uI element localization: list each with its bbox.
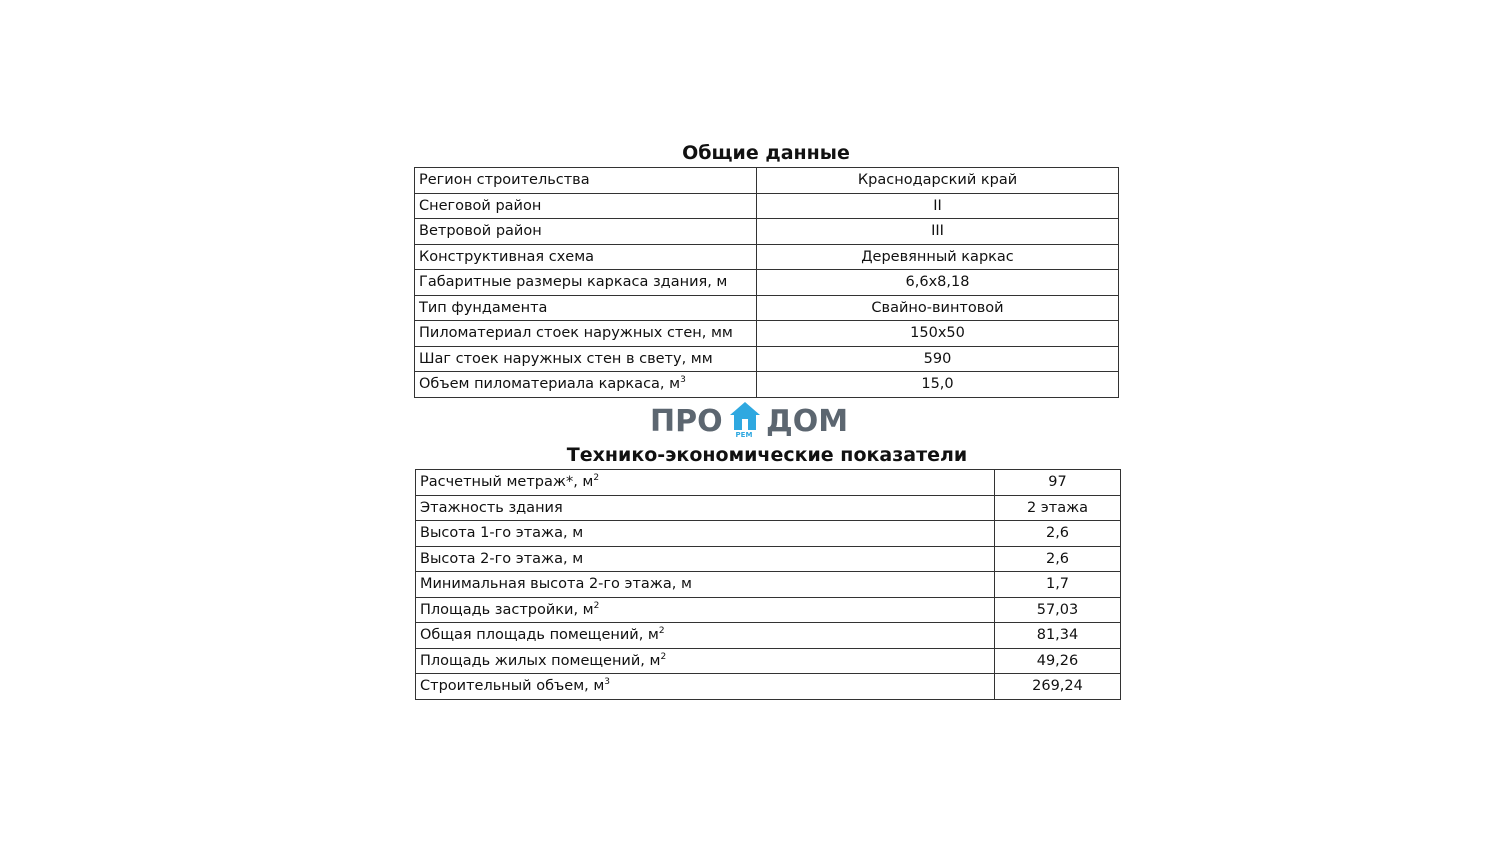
row-label <box>416 521 995 547</box>
row-value: 590 <box>757 346 1119 372</box>
row-label <box>415 346 757 372</box>
unit-exponent: 2 <box>660 651 667 662</box>
row-label-text: Габаритные размеры каркаса здания, м <box>419 274 728 291</box>
row-value: 2,6 <box>995 546 1121 572</box>
row-label-text: Минимальная высота 2-го этажа, м <box>420 576 692 593</box>
table-row <box>416 470 1121 496</box>
row-value: 2 этажа <box>995 495 1121 521</box>
row-label-text: Тип фундамента <box>419 299 548 316</box>
row-value: 49,26 <box>995 648 1121 674</box>
row-label <box>416 470 995 496</box>
table-row <box>415 168 1119 194</box>
row-value: II <box>757 193 1119 219</box>
unit-exponent: 3 <box>680 375 686 386</box>
row-label <box>415 321 757 347</box>
row-label <box>415 244 757 270</box>
row-label-text: Шаг стоек наружных стен в свету, мм <box>419 350 713 367</box>
row-label <box>416 674 995 700</box>
row-value: 6,6x8,18 <box>757 270 1119 296</box>
row-label-text: Конструктивная схема <box>419 248 595 265</box>
table-row <box>415 244 1119 270</box>
row-label-text: Площадь застройки, м <box>420 601 594 618</box>
logo-small-text: РЕМ <box>735 431 753 439</box>
table-row <box>416 572 1121 598</box>
logo-word-pro: ПРО <box>650 404 723 439</box>
row-label-text: Высота 1-го этажа, м <box>420 525 584 542</box>
row-value: 81,34 <box>995 623 1121 649</box>
row-label-text: Расчетный метраж*, м <box>420 474 594 491</box>
row-label-text: Ветровой район <box>419 223 542 240</box>
table-row <box>416 674 1121 700</box>
logo-word-dom: ДОМ <box>766 404 849 439</box>
row-label <box>416 572 995 598</box>
row-value: Краснодарский край <box>757 168 1119 194</box>
row-label <box>415 270 757 296</box>
row-value: 150x50 <box>757 321 1119 347</box>
table-row <box>415 295 1119 321</box>
table-row <box>415 219 1119 245</box>
row-label-text: Регион строительства <box>419 172 590 189</box>
row-label <box>415 193 757 219</box>
row-value: 15,0 <box>757 372 1119 398</box>
row-label <box>415 219 757 245</box>
table-row <box>415 193 1119 219</box>
table-row <box>416 495 1121 521</box>
unit-exponent: 2 <box>593 600 600 611</box>
general-data-table <box>414 167 1119 398</box>
unit-exponent: 3 <box>604 677 611 688</box>
table-row <box>416 521 1121 547</box>
row-value: 1,7 <box>995 572 1121 598</box>
table-row <box>416 546 1121 572</box>
row-label-text: Площадь жилых помещений, м <box>420 652 661 669</box>
table-row <box>416 648 1121 674</box>
row-label <box>415 372 757 398</box>
tech-indicators-title: Технико-экономические показатели <box>566 444 968 466</box>
table-row <box>416 623 1121 649</box>
row-label-text: Объем пиломатериала каркаса, м <box>419 376 681 393</box>
row-label-text: Пиломатериал стоек наружных стен, мм <box>419 325 733 342</box>
row-value: 2,6 <box>995 521 1121 547</box>
row-label <box>416 495 995 521</box>
row-value: 269,24 <box>995 674 1121 700</box>
tech-indicators-table <box>415 469 1121 700</box>
row-label <box>416 623 995 649</box>
prodom-logo <box>648 400 850 444</box>
unit-exponent: 2 <box>593 473 600 484</box>
table-row <box>415 346 1119 372</box>
unit-exponent: 2 <box>658 626 665 637</box>
row-label <box>415 295 757 321</box>
row-value: Свайно-винтовой <box>757 295 1119 321</box>
row-label <box>416 597 995 623</box>
row-value: III <box>757 219 1119 245</box>
general-data-title: Общие данные <box>682 142 850 164</box>
row-label <box>416 546 995 572</box>
row-label-text: Строительный объем, м <box>420 678 605 695</box>
table-row <box>415 372 1119 398</box>
table-row <box>415 270 1119 296</box>
row-value: Деревянный каркас <box>757 244 1119 270</box>
row-label <box>416 648 995 674</box>
row-label-text: Снеговой район <box>419 197 542 214</box>
row-value: 97 <box>995 470 1121 496</box>
row-value: 57,03 <box>995 597 1121 623</box>
row-label-text: Этажность здания <box>420 499 563 516</box>
row-label-text: Общая площадь помещений, м <box>420 627 659 644</box>
row-label <box>415 168 757 194</box>
table-row <box>416 597 1121 623</box>
table-row <box>415 321 1119 347</box>
row-label-text: Высота 2-го этажа, м <box>420 550 584 567</box>
